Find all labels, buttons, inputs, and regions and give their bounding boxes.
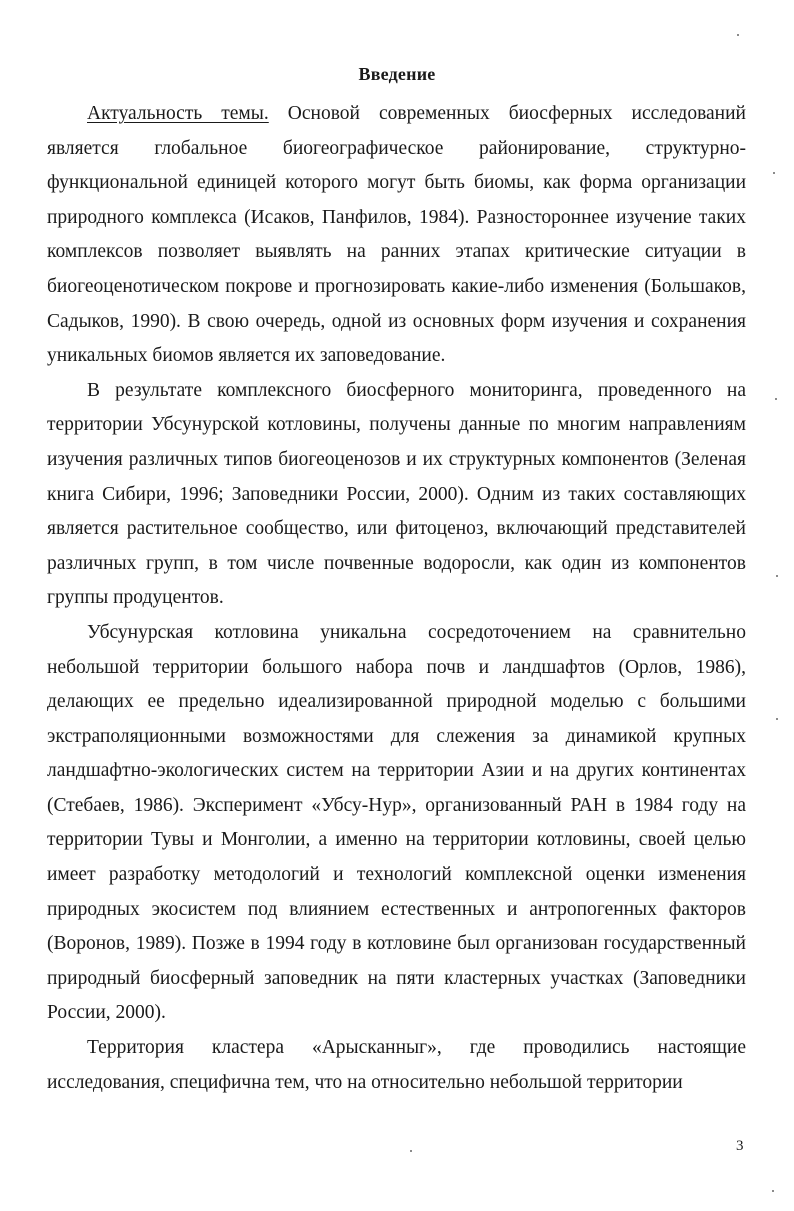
paragraph-relevance [47,97,746,374]
scan-speck [773,172,775,174]
scan-speck [410,1150,412,1152]
scan-speck [737,34,739,36]
scan-speck [776,575,778,577]
relevance-lead: Актуальность темы. [87,103,269,124]
relevance-text: Основой современных биосферных исследований является глобальное биогеографическое районирование, структурно-функциональной единицей которого могут быть биомы, как форма организации природного комплекса (Исаков, Панфилов, 1984). Разностороннее изучение таких комплексов позволяет выявлять на ранних этапах критические ситуации в биогеоценотическом покрове и прогнозировать какие-либо изменения (Большаков, Садыков, 1990). В свою очередь, одной из основных форм изучения и сохранения уникальных биомов является их заповедование. [47,103,746,367]
paragraph-basin: Убсунурская котловина уникальна сосредоточением на сравнительно небольшой территории большого набора почв и ландшафтов (Орлов, 1986), делающих ее предельно идеализированной природной моделью с большими экстраполяционными возможностями для слежения за динамикой крупных ландшафтно-экологических систем на территории Азии и на других континентах (Стебаев, 1986). Эксперимент «Убсу-Нур», организованный РАН в 1984 году на территории Тувы и Монголии, а именно на территории котловины, своей целью имеет разработку методологий и технологий комплексной оценки изменения природных экосистем под влиянием естественных и антропогенных факторов (Воронов, 1989). Позже в 1994 году в котловине был организован государственный природный биосферный заповедник на пяти кластерных участках (Заповедники России, 2000). [47,621,746,1024]
page-heading: Введение [358,64,436,84]
page-number: 3 [736,1138,744,1154]
paragraph-cluster: Территория кластера «Арысканныг», где проводились настоящие исследования, специфична тем, что на относительно небольшой территории [47,1037,746,1093]
paragraph-monitoring: В результате комплексного биосферного мониторинга, проведенного на территории Убсунурской котловины, получены данные по многим направлениям изучения различных типов биогеоценозов и их структурных компонентов (Зеленая книга Сибири, 1996; Заповедники России, 2000). Одним из таких составляющих является растительное сообщество, или фитоценоз, включающий представителей различных групп, в том числе почвенные водоросли, как один из компонентов группы продуцентов. [47,379,746,609]
scan-speck [772,1190,774,1192]
body-text [47,97,746,1100]
scan-speck [775,398,777,400]
scan-speck [776,718,778,720]
